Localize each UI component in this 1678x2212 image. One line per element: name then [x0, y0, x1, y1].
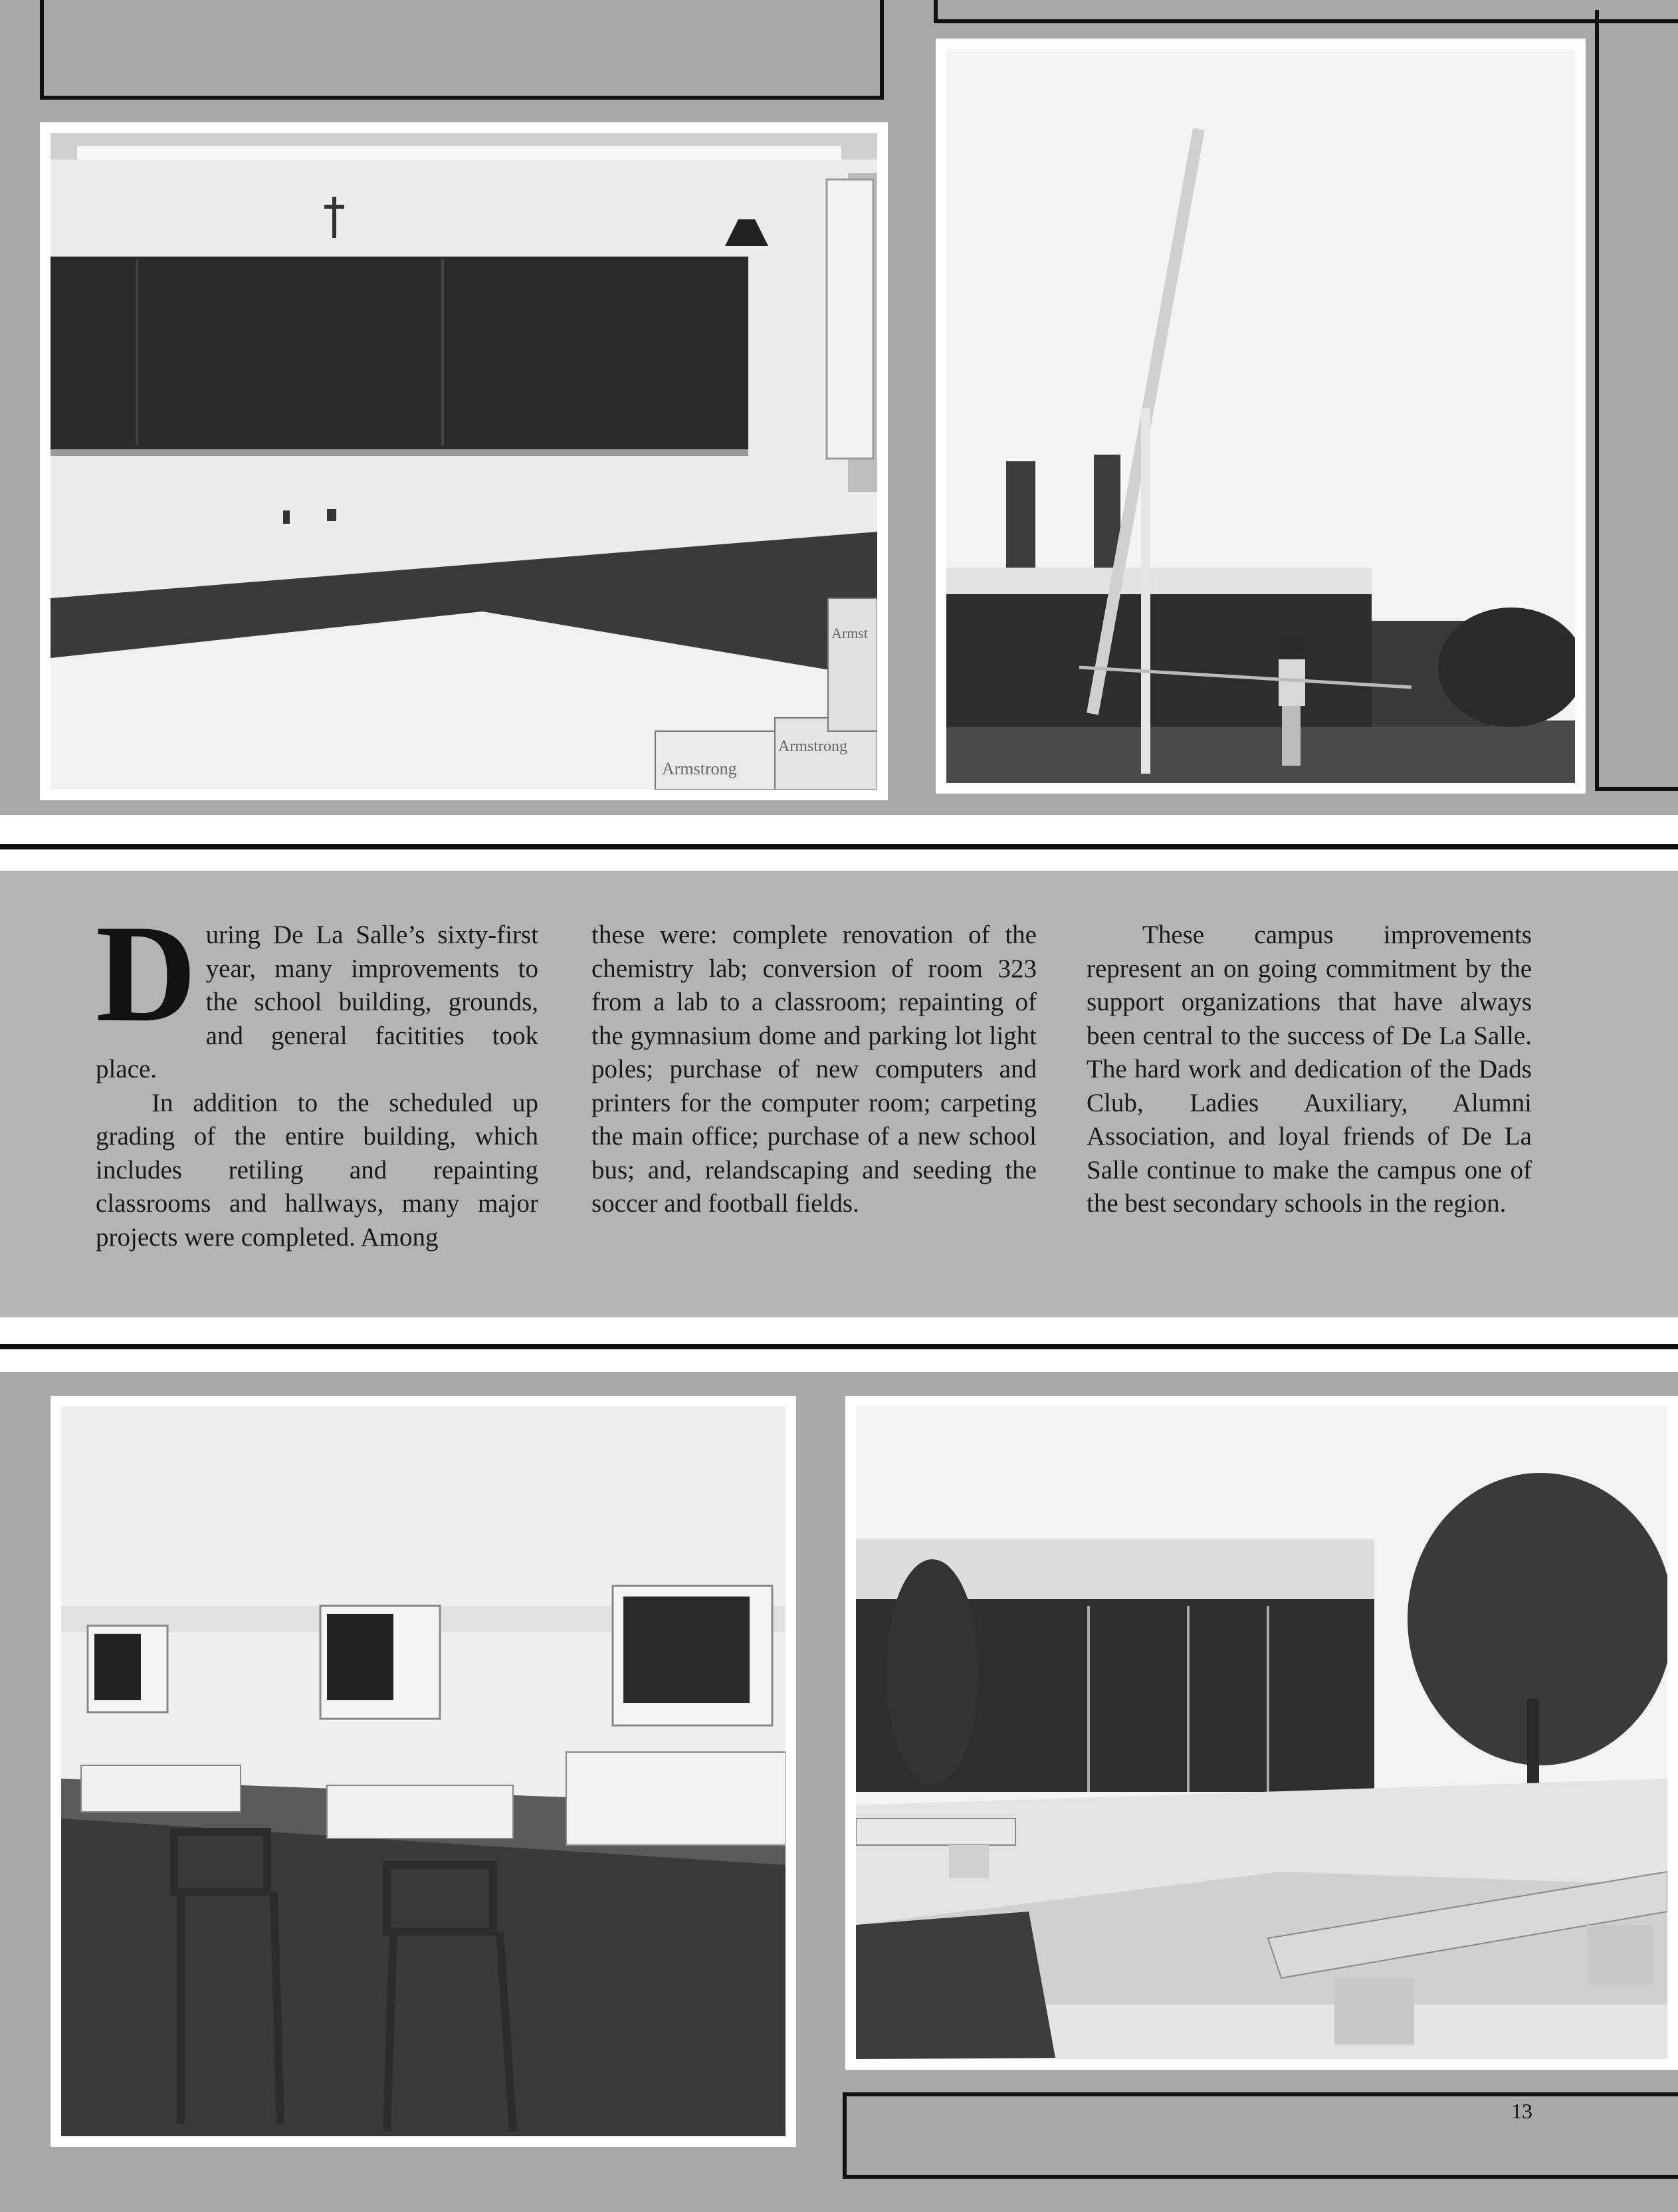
school-building: [946, 594, 1372, 727]
chalkboard: [51, 257, 748, 449]
top-right-frame: [934, 0, 1678, 23]
article-paragraph: uring De La Salle’s sixty-first year, many improvements to the school building, grounds, and general facitities took place.: [96, 921, 538, 1083]
article-column-2: [591, 919, 1037, 1221]
tree: [886, 1559, 979, 1785]
article-paragraph: these were: complete renovation of the chemistry lab; conversion of room 323 from a lab to a classroom; repainting of the gymnasium dome and parking lot light poles; purchase of new computers and printers for the computer room; carpeting the main office; purchase of a new school bus; and, relandscaping and seeding the soccer and football fields.: [591, 921, 1037, 1218]
bottom-frame: [843, 2092, 1678, 2179]
chimney: [1006, 461, 1035, 568]
separator-white: [0, 815, 1678, 844]
separator-white: [0, 849, 1678, 871]
article-paragraph: In addition to the scheduled up grading of the entire building, which includes retiling and repainting classrooms and hallways, many major projects were completed. Among: [96, 1088, 538, 1252]
article-column-1: [96, 897, 538, 1254]
article-column-3: [1087, 919, 1532, 1221]
computer-monitor: [88, 1626, 167, 1712]
computer-monitor: [320, 1606, 440, 1719]
light-pole-photo: [936, 39, 1586, 794]
page-number: 13: [1511, 2099, 1532, 2123]
classroom-photo: [40, 122, 888, 800]
box-label-2: Armstrong: [778, 738, 847, 755]
courtyard-photo: [845, 1396, 1678, 2070]
box-label-1: Armstrong: [662, 759, 737, 778]
box-label-3: Armst: [831, 625, 868, 641]
computer-monitor: [613, 1586, 772, 1725]
separator-white: [0, 1349, 1678, 1372]
article-paragraph: These campus improvements represent an on going commitment by the support organizations that have always been central to the success of De La Salle. The hard work and dedication of the Dads Club, Ladies Auxiliary, Alumni Association, and loyal friends of De La Salle continue to make the campus one of the best secondary schools in the region.: [1087, 921, 1532, 1218]
computer-room-photo: [51, 1396, 796, 2147]
top-left-frame: [40, 0, 884, 100]
separator-rule: [0, 1344, 1678, 1349]
right-side-frame: [1595, 10, 1678, 791]
drop-cap: D: [96, 897, 197, 1051]
separator-rule: [0, 844, 1678, 849]
